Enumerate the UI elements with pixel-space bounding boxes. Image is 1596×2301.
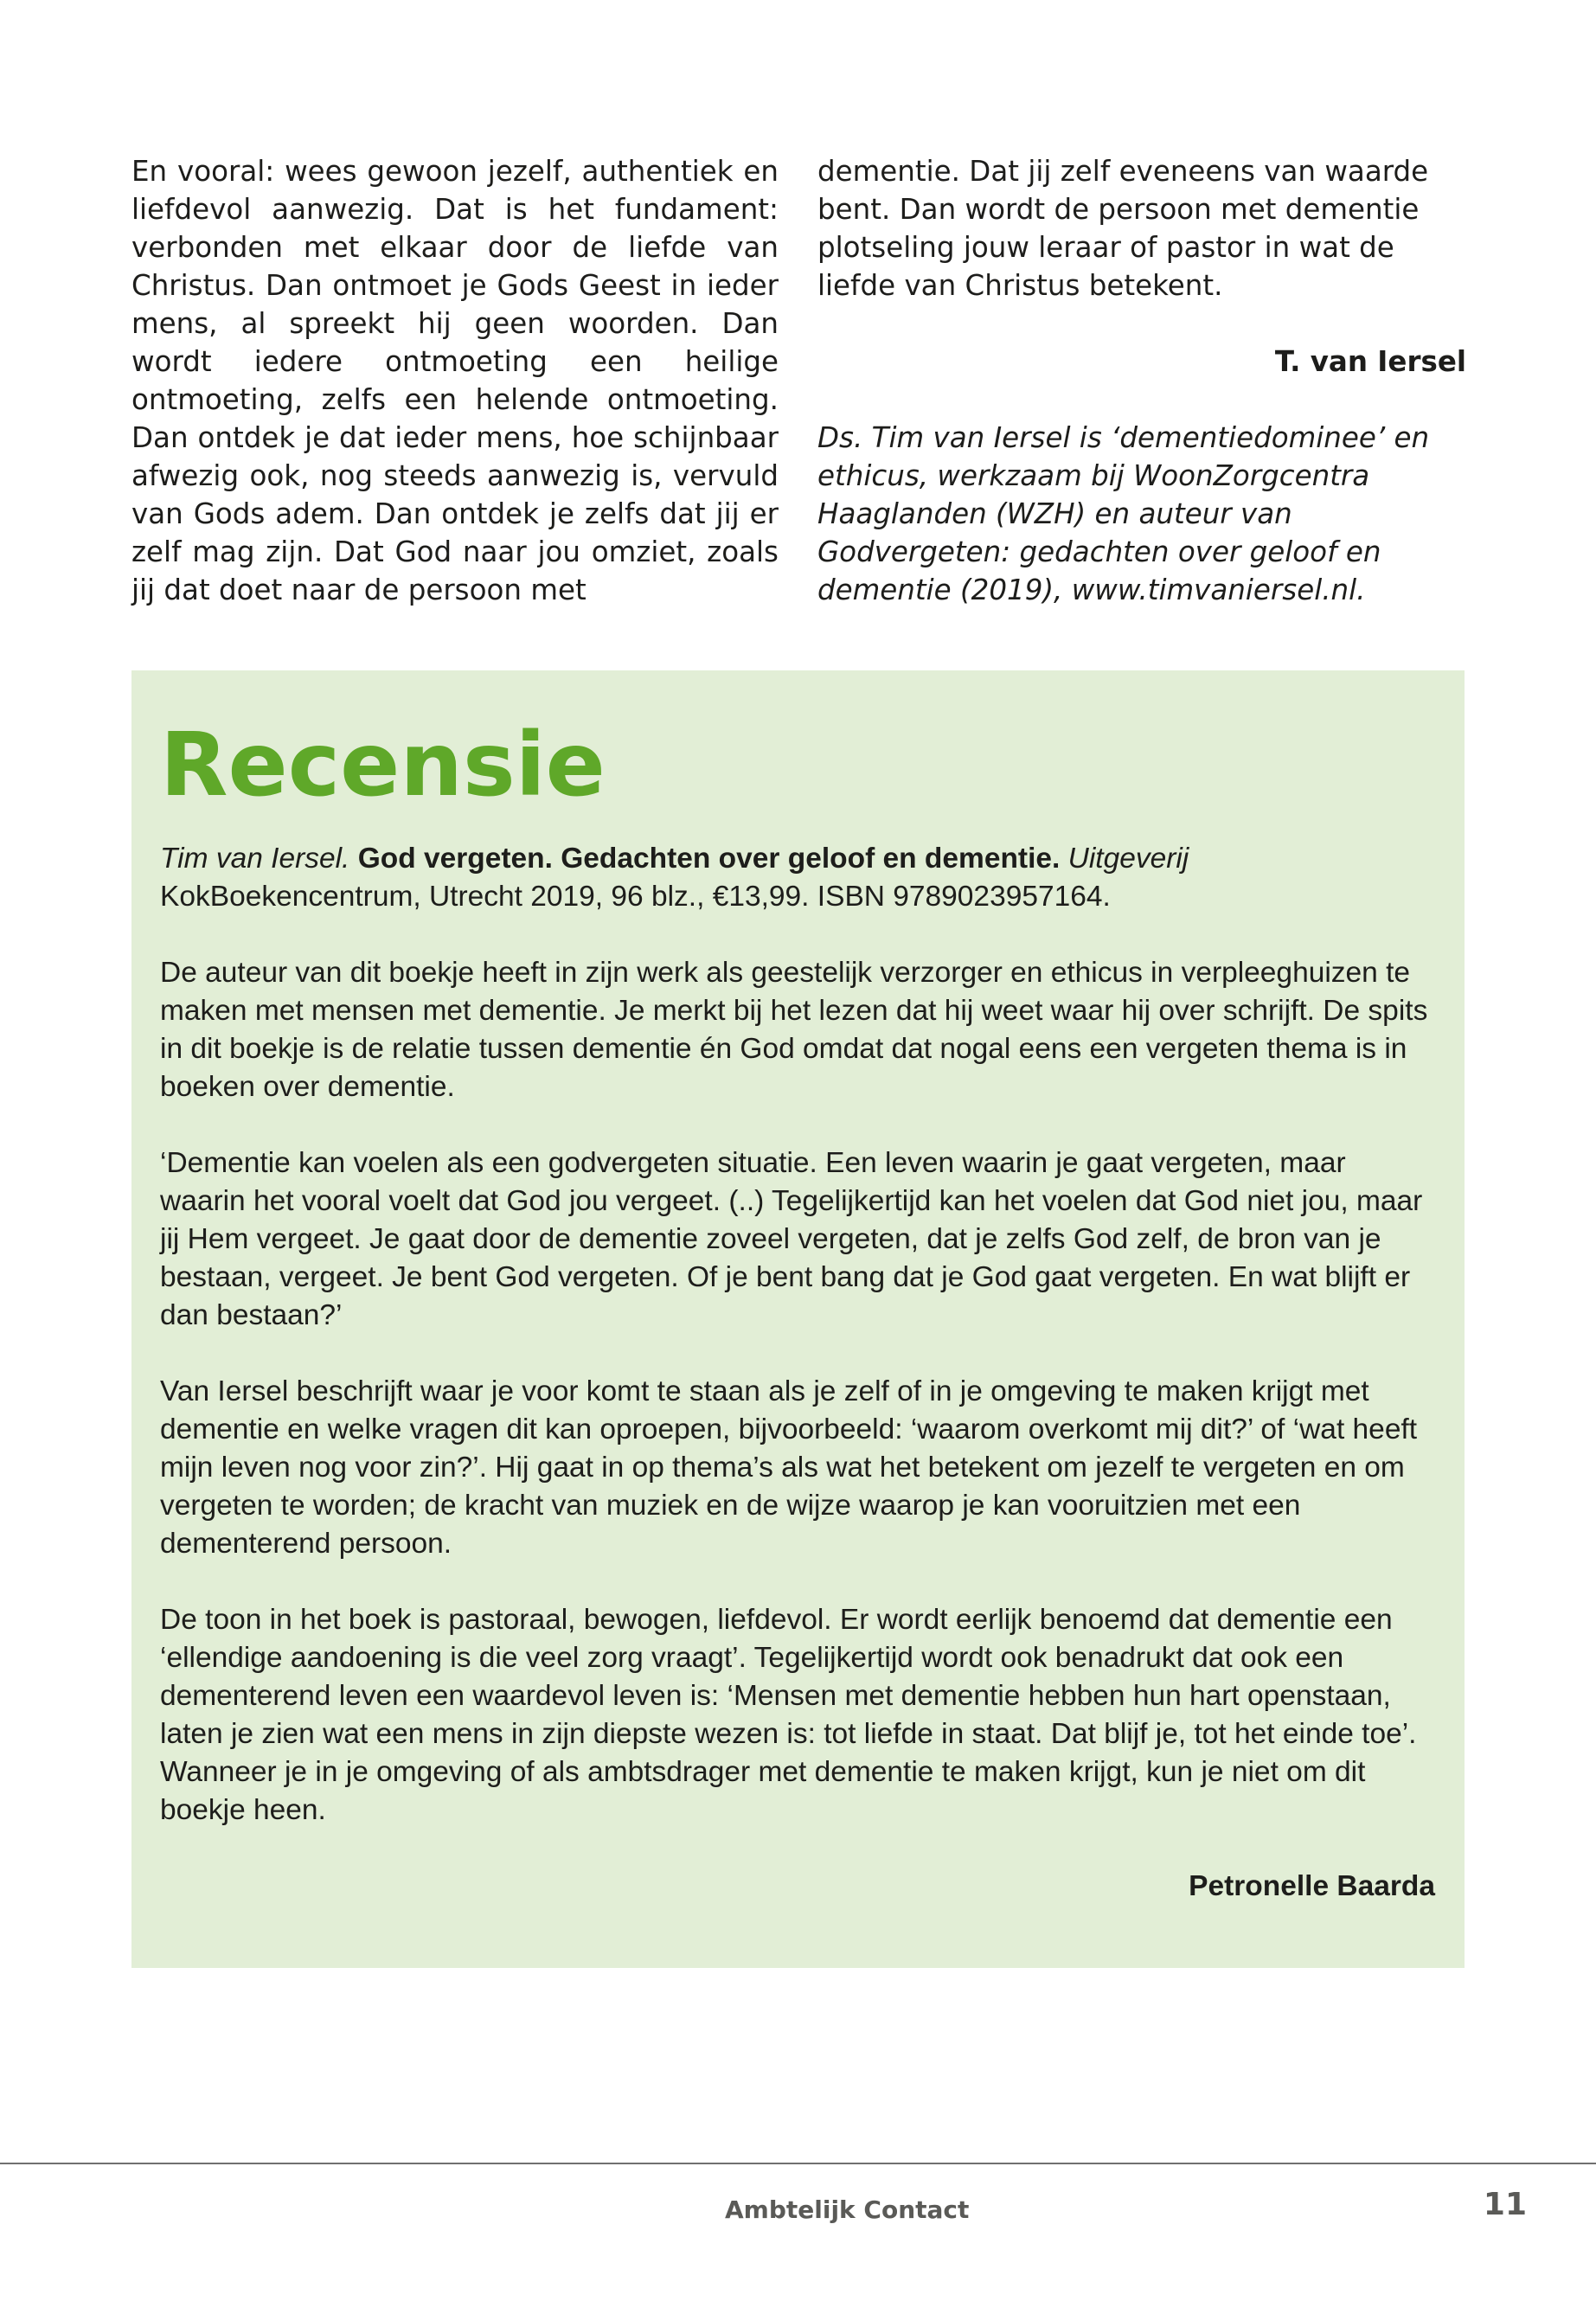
article-left-text: En vooral: wees gewoon jezelf, authentiek en liefdevol aanwezig. Dat is het fundament: verbonden met elkaar door de liefde van Christus. Dan ontmoet je Gods Geest in ieder mens, al spreekt hij geen woorden. Dan wordt iedere ontmoeting een heilige ontmoeting, zelfs een helende ontmoeting. Dan ontdek je dat ieder mens, hoe schijnbaar afwezig ook, nog steeds aanwezig is, vervuld van Gods adem. Dan ontdek je zelfs dat jij er zelf mag zijn. Dat God naar jou omziet, zoals jij dat doet naar de persoon met xyxy=(131,155,779,606)
article-left-column xyxy=(131,152,779,609)
review-paragraph: Van Iersel beschrijft waar je voor komt te staan als je zelf of in je omgeving te maken krijgt met dementie en welke vragen dit kan oproepen, bijvoorbeeld: ‘waarom overkomt mij dit?’ of ‘wat heeft mijn leven nog voor zin?’. Hij gaat in op thema’s als wat het betekent om jezelf te vergeten en om vergeten te worden; de kracht van muziek en de wijze waarop je kan vooruitzien met een dementerend persoon. xyxy=(160,1375,1418,1560)
review-content xyxy=(160,714,1435,1906)
author-bio: Ds. Tim van Iersel is ‘dementiedominee’ en ethicus, werkzaam bij WoonZorgcentra Haaglanden (WZH) en auteur van Godvergeten: gedachten over geloof en dementie (2019), www.timvaniersel.nl. xyxy=(817,421,1430,606)
review-signature: Petronelle Baarda xyxy=(1189,1870,1435,1902)
article-signature: T. van Iersel xyxy=(1274,345,1466,378)
article-right-column xyxy=(817,152,1466,609)
book-citation xyxy=(160,840,1435,916)
review-body xyxy=(160,840,1435,1906)
citation-author: Tim van Iersel. xyxy=(160,843,350,875)
review-title: Recensie xyxy=(160,714,606,817)
review-paragraph: De auteur van dit boekje heeft in zijn werk als geestelijk verzorger en ethicus in verpleeghuizen te maken met mensen met dementie. Je merkt bij het lezen dat hij weet waar hij over schrijft. De spits in dit boekje is de relatie tussen dementie én God omdat dat nogal eens een vergeten thema is in boeken over dementie. xyxy=(160,957,1428,1103)
review-paragraph: ‘Dementie kan voelen als een godvergeten situatie. Een leven waarin je gaat vergeten, maar waarin het vooral voelt dat God jou vergeet. (..) Tegelijkertijd kan het voelen dat God niet jou, maar jij Hem vergeet. Je gaat door de dementie zoveel vergeten, dat je zelfs God zelf, de bron van je bestaan, vergeet. Je bent God vergeten. Of je bent bang dat je God gaat vergeten. En wat blijft er dan bestaan?’ xyxy=(160,1147,1423,1331)
citation-book-title: God vergeten. Gedachten over geloof en dementie. xyxy=(357,843,1061,875)
review-box xyxy=(131,670,1465,1968)
article-right-text: dementie. Dat jij zelf eveneens van waarde bent. Dan wordt de persoon met dementie plotseling jouw leraar of pastor in wat de liefde van Christus betekent. xyxy=(817,155,1429,302)
review-paragraph: De toon in het boek is pastoraal, bewogen, liefdevol. Er wordt eerlijk benoemd dat dementie een ‘ellendige aandoening is die veel zorg vraagt’. Tegelijkertijd wordt ook benadrukt dat ook een dementerend leven een waardevol leven is: ‘Mensen met dementie hebben hun hart openstaan, laten je zien wat een mens in zijn diepste wezen is: tot liefde in staat. Dat blijf je, tot het einde toe’. Wanneer je in je omgeving of als ambtsdrager met dementie te maken krijgt, kun je niet om dit boekje heen. xyxy=(160,1604,1417,1826)
footer-divider xyxy=(0,2163,1596,2164)
citation-publisher-label: Uitgeverij xyxy=(1067,843,1189,875)
page-number: 11 xyxy=(1483,2187,1527,2222)
citation-details: KokBoekencentrum, Utrecht 2019, 96 blz., €13,99. ISBN 9789023957164. xyxy=(160,881,1111,913)
footer-publication-title: Ambtelijk Contact xyxy=(725,2195,970,2224)
